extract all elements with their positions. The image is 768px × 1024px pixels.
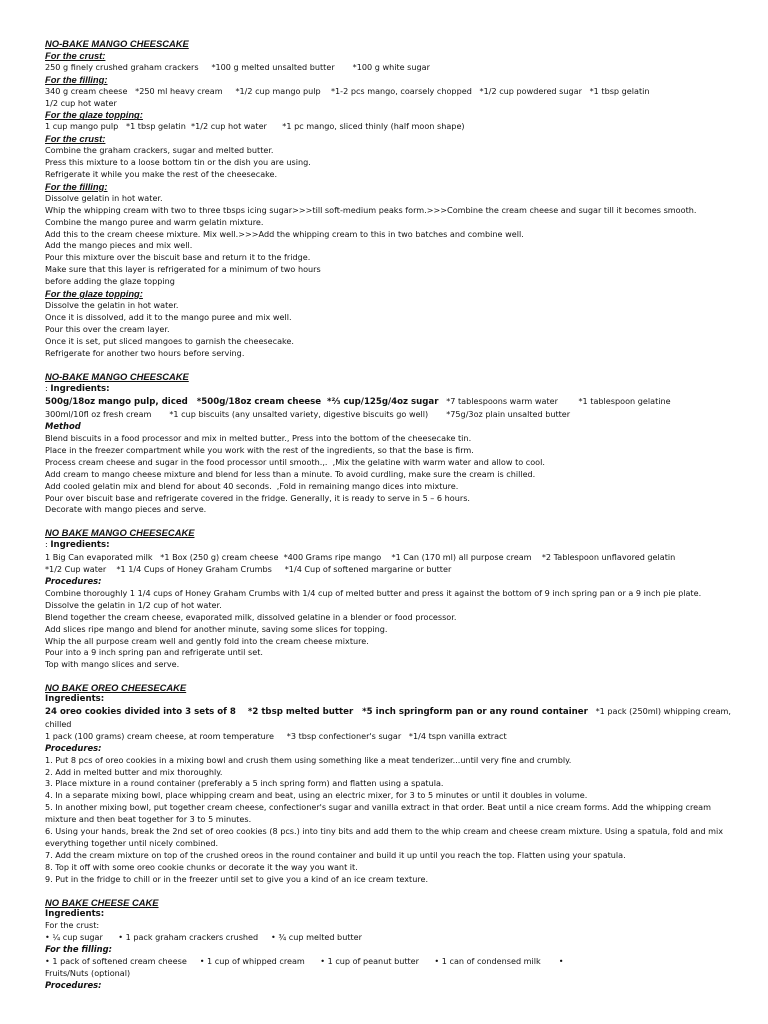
step-line: 3. Place mixture in a round container (preferably a 5 inch spring form) and flatten using a spatula. xyxy=(45,778,444,789)
ingredient-line: Fruits/Nuts (optional) xyxy=(45,968,131,979)
section-heading: For the filling: xyxy=(45,73,108,85)
crust-label: For the crust: xyxy=(45,920,100,931)
step-line: Dissolve gelatin in hot water. xyxy=(45,192,163,203)
section-heading: For the glaze topping: xyxy=(45,288,143,300)
step-line: Dissolve the gelatin in 1/2 cup of hot water. xyxy=(45,599,222,610)
step-line: Once it is set, put sliced mangoes to garnish the cheesecake. xyxy=(45,335,294,346)
ingredients-heading: Ingredients: xyxy=(45,694,105,705)
procedures-heading: Procedures: xyxy=(45,575,102,586)
section-heading: For the crust: xyxy=(45,49,106,61)
ingredient-line: 340 g cream cheese *250 ml heavy cream *1/2 cup mango pulp *1-2 pcs mango, coarsely chopped *1/2 cup powdered sugar *1 tbsp gelatin xyxy=(45,85,650,96)
step-line: Refrigerate it while you make the rest of the cheesecake. xyxy=(45,168,278,179)
recipe-title: NO-BAKE MANGO CHEESCAKE xyxy=(45,38,189,49)
step-line: Dissolve the gelatin in hot water. xyxy=(45,299,179,310)
step-line: Decorate with mango pieces and serve. xyxy=(45,504,207,515)
ingredient-bold: 24 oreo cookies divided into 3 sets of 8 *2 tbsp melted butter *5 inch springform pan or any round container xyxy=(45,707,588,718)
step-line: Add the mango pieces and mix well. xyxy=(45,240,193,251)
filling-heading: For the filling: xyxy=(45,944,112,955)
ingredient-line: 300ml/10fl oz fresh cream *1 cup biscuits (any unsalted variety, digestive biscuits go well) *75g/3oz plain unsalted butter xyxy=(45,409,571,420)
step-line: 1. Put 8 pcs of oreo cookies in a mixing bowl and crush them using something like a meat tenderizer...until very fine and crumbly. xyxy=(45,754,572,765)
ingredient-rest: *1 pack (250ml) whipping cream, xyxy=(587,706,731,717)
step-line: Pour into a 9 inch spring pan and refrigerate until set. xyxy=(45,647,263,658)
ingredients-heading-line xyxy=(45,539,735,552)
step-line: Place in the freezer compartment while you work with the rest of the ingredients, so that the base is firm. xyxy=(45,444,474,455)
step-line: 6. Using your hands, break the 2nd set of oreo cookies (8 pcs.) into tiny bits and add them to the whip cream and cheese cream mixture. Using a spatula, fold and mix everything together until nicely combined. xyxy=(45,826,724,848)
ingredient-line: chilled xyxy=(45,718,72,729)
step-line: before adding the glaze topping xyxy=(45,276,175,287)
recipe-3 xyxy=(45,527,735,671)
ingredient-line: 1 cup mango pulp *1 tbsp gelatin *1/2 cup hot water *1 pc mango, sliced thinly (half moon shape) xyxy=(45,121,465,132)
step-line: Process cream cheese and sugar in the food processor until smooth.,. ,Mix the gelatine with warm water and allow to cool. xyxy=(45,456,545,467)
procedures-heading: Procedures: xyxy=(45,742,102,753)
step-line: 7. Add the cream mixture on top of the crushed oreos in the round container and build it up until you reach the top. Flatten using your spatula. xyxy=(45,849,626,860)
colon-prefix: : xyxy=(45,539,51,550)
recipe-title: NO BAKE MANGO CHEESECAKE xyxy=(45,527,195,539)
step-line: Add slices ripe mango and blend for another minute, saving some slices for topping. xyxy=(45,623,388,634)
step-line: Whip the all purpose cream well and gently fold into the cream cheese mixture. xyxy=(45,635,369,646)
section-heading: For the filling: xyxy=(45,180,108,192)
step-line: 2. Add in melted butter and mix thoroughly. xyxy=(45,766,223,777)
step-line: Add cooled gelatin mix and blend for about 40 seconds. ,Fold in remaining mango dices into mixture. xyxy=(45,480,459,491)
ingredient-line: 250 g finely crushed graham crackers *100 g melted unsalted butter *100 g white sugar xyxy=(45,61,430,72)
ingredients-heading: Ingredients: xyxy=(45,908,105,919)
recipe-2 xyxy=(45,371,735,516)
recipe-document xyxy=(45,38,735,992)
step-line: Blend biscuits in a food processor and mix in melted butter., Press into the bottom of the cheesecake tin. xyxy=(45,433,472,443)
step-line: Pour this over the cream layer. xyxy=(45,323,170,334)
ingredient-line: • ¼ cup sugar • 1 pack graham crackers crushed • ¾ cup melted butter xyxy=(45,932,362,943)
step-line: Add this to the cream cheese mixture. Mix well.>>>Add the whipping cream to this in two batches and combine well. xyxy=(45,228,524,239)
recipe-1 xyxy=(45,38,735,359)
ingredient-line xyxy=(45,396,735,409)
ingredient-line: 1/2 cup hot water xyxy=(45,97,117,108)
step-line: 5. In another mixing bowl, put together cream cheese, confectioner's sugar and vanilla extract in that order. Beat until a nice cream forms. Add the whipping cream mixture and then beat together for 3 to 5 minutes. xyxy=(45,802,711,825)
ingredient-line: 1 pack (100 grams) cream cheese, at room temperature *3 tbsp confectioner's sugar *1/4 tspn vanilla extract xyxy=(45,730,507,741)
ingredient-bold: 500g/18oz mango pulp, diced *500g/18oz cream cheese *⅔ cup/125g/4oz sugar xyxy=(45,397,439,408)
step-line: Press this mixture to a loose bottom tin or the dish you are using. xyxy=(45,157,311,168)
ingredients-heading-line xyxy=(45,383,735,396)
colon-prefix: : xyxy=(45,383,51,394)
ingredient-line: • 1 pack of softened cream cheese • 1 cup of whipped cream • 1 cup of peanut butter • 1 can of condensed milk • xyxy=(45,956,564,967)
ingredient-line xyxy=(45,706,735,719)
step-line: Combine the mango puree and warm gelatin mixture. xyxy=(45,216,264,227)
step-line: Add cream to mango cheese mixture and blend for less than a minute. To avoid curdling, make sure the cream is chilled. xyxy=(45,468,536,479)
method-heading: Method xyxy=(45,421,81,432)
recipe-title: NO-BAKE MANGO CHEESCAKE xyxy=(45,371,189,383)
recipe-4 xyxy=(45,682,735,885)
ingredient-line: *1/2 Cup water *1 1/4 Cups of Honey Graham Crumbs *1/4 Cup of softened margarine or butter xyxy=(45,564,452,575)
step-line: Top with mango slices and serve. xyxy=(45,659,180,670)
step-line: Combine thoroughly 1 1/4 cups of Honey Graham Crumbs with 1/4 cup of melted butter and press it against the bottom of 9 inch spring pan or a 9 inch pie plate. xyxy=(45,587,702,598)
step-line: Pour this mixture over the biscuit base and return it to the fridge. xyxy=(45,252,311,263)
step-line: 4. In a separate mixing bowl, place whipping cream and beat, using an electric mixer, for 3 to 5 minutes or until it doubles in volume. xyxy=(45,790,588,801)
step-line: Make sure that this layer is refrigerated for a minimum of two hours xyxy=(45,264,321,275)
step-line: Blend together the cream cheese, evaporated milk, dissolved gelatine in a blender or food processor. xyxy=(45,611,457,622)
step-line: 9. Put in the fridge to chill or in the freezer until set to give you a kind of an ice cream texture. xyxy=(45,873,429,884)
ingredient-line: 1 Big Can evaporated milk *1 Box (250 g) cream cheese *400 Grams ripe mango *1 Can (170 ml) all purpose cream *2 Tablespoon unflavored gelatin xyxy=(45,552,676,563)
step-line: Refrigerate for another two hours before serving. xyxy=(45,347,245,358)
step-line: Combine the graham crackers, sugar and melted butter. xyxy=(45,145,274,156)
section-heading: For the crust: xyxy=(45,133,106,145)
step-line: Once it is dissolved, add it to the mango puree and mix well. xyxy=(45,311,292,322)
ingredients-heading: Ingredients: xyxy=(50,384,110,395)
procedures-heading: Procedures: xyxy=(45,979,102,990)
recipe-title: NO BAKE OREO CHEESECAKE xyxy=(45,682,187,694)
step-line: 8. Top it off with some oreo cookie chunks or decorate it the way you want it. xyxy=(45,861,358,872)
recipe-5 xyxy=(45,897,735,992)
ingredients-heading: Ingredients: xyxy=(50,540,110,551)
section-heading: For the glaze topping: xyxy=(45,109,143,121)
step-line: Whip the whipping cream with two to three tbsps icing sugar>>>till soft-medium peaks form.>>>Combine the cream cheese and sugar till it becomes smooth. xyxy=(45,204,697,215)
recipe-title: NO BAKE CHEESE CAKE xyxy=(45,896,159,908)
step-line: Pour over biscuit base and refrigerate covered in the fridge. Generally, it is ready to serve in 5 – 6 hours. xyxy=(45,492,470,503)
ingredient-rest: *7 tablespoons warm water *1 tablespoon gelatine xyxy=(438,396,671,407)
